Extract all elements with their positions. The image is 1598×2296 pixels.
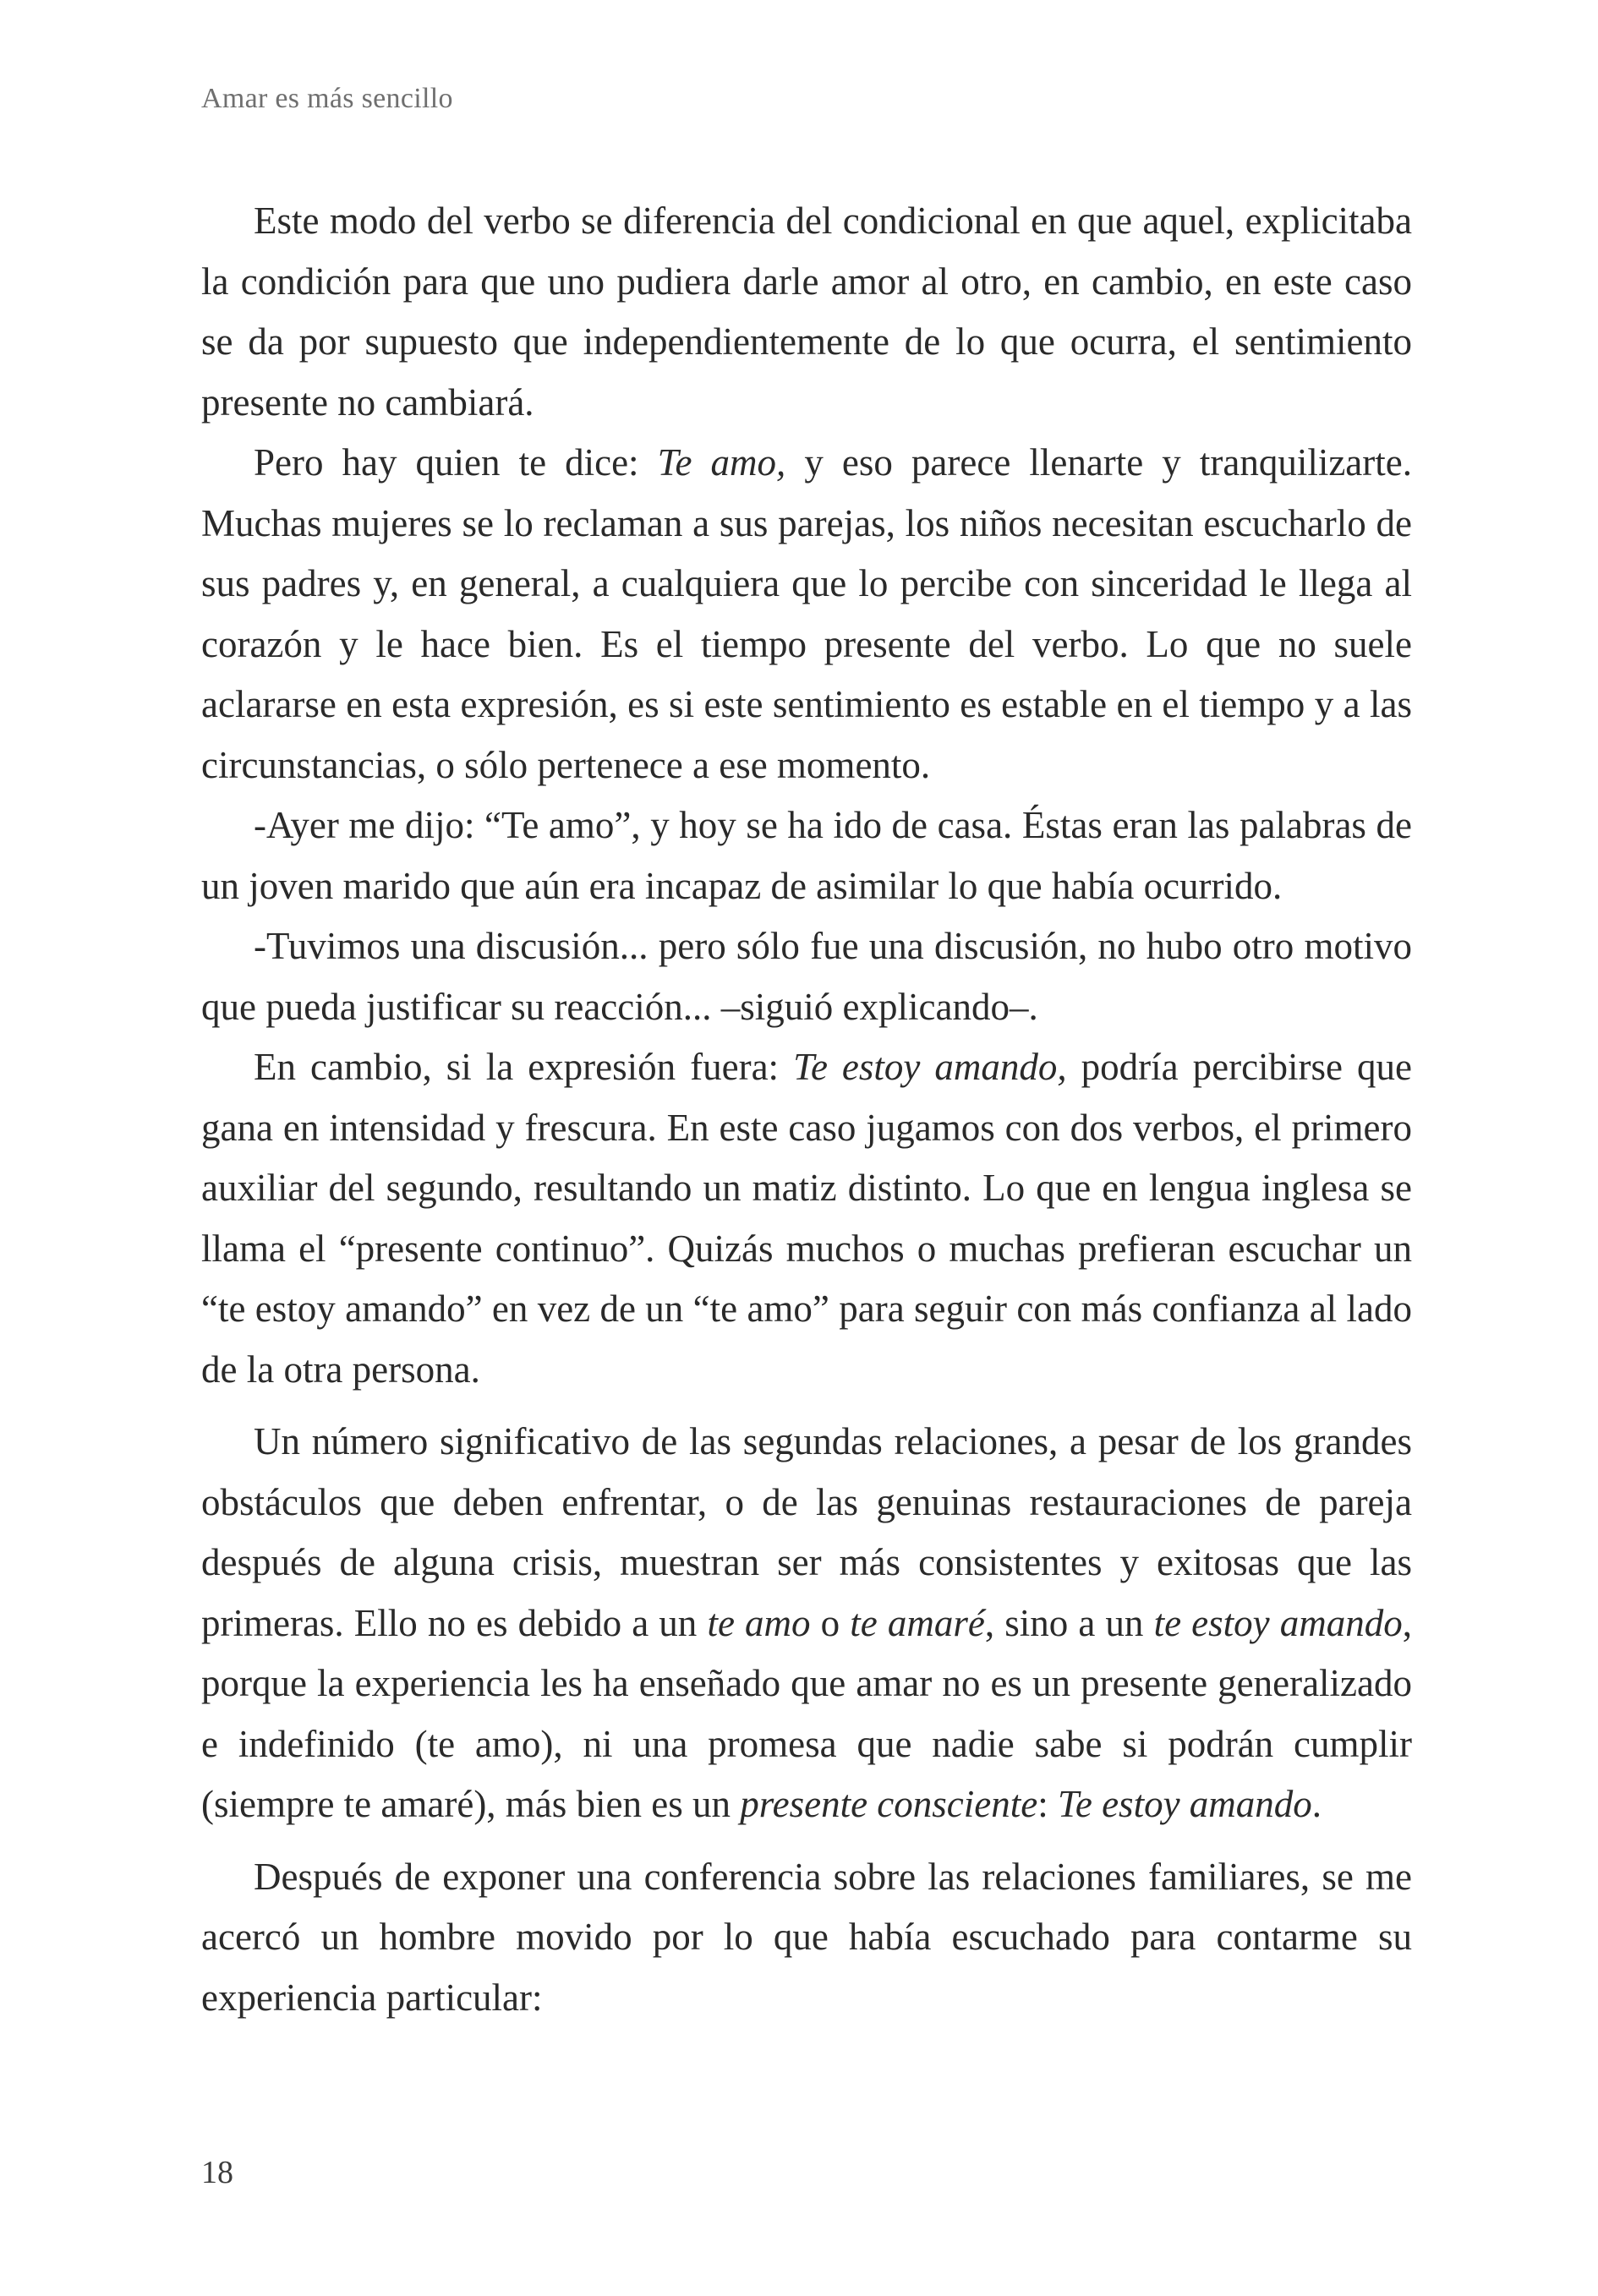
paragraph: [201, 916, 1412, 1037]
paragraph: [201, 433, 1412, 795]
italic-phrase: Te estoy amando: [1057, 1783, 1312, 1825]
paragraph-text: o: [810, 1601, 851, 1644]
paragraph-text: :: [1037, 1783, 1058, 1825]
paragraph: [201, 1412, 1412, 1835]
italic-phrase: Te estoy amando,: [793, 1046, 1067, 1088]
paragraph: [201, 1847, 1412, 2029]
paragraph-text: Un número significativo de las segundas relaciones, a pesar de los grandes obstáculos que deben enfrentar, o de las genuinas restauraciones de pareja después de alguna crisis, muestran ser más consistentes y exitosas que las primeras. Ello no es debido a un: [201, 1420, 1412, 1644]
italic-phrase: Te amo,: [657, 441, 786, 484]
paragraph: [201, 1037, 1412, 1400]
paragraph-text: Pero hay quien te dice:: [254, 441, 658, 484]
italic-phrase: te amaré: [850, 1601, 985, 1644]
paragraph-text: En cambio, si la expresión fuera:: [254, 1046, 794, 1088]
paragraph-text: , porque la experiencia les ha enseñado que amar no es un presente generalizado e indefinido (te amo), ni una promesa que nadie sabe si podrán cumplir (siempre te amaré), más bien es un: [201, 1601, 1412, 1825]
paragraph-text: -Tuvimos una discusión... pero sólo fue una discusión, no hubo otro motivo que pueda justificar su reacción... –siguió explicando–.: [201, 925, 1412, 1028]
running-head: Amar es más sencillo: [201, 83, 453, 114]
paragraph-text: podría percibirse que gana en intensidad y frescura. En este caso jugamos con dos verbos, el primero auxiliar del segundo, resultando un matiz distinto. Lo que en lengua inglesa se llama el “presente continuo”. Quizás muchos o muchas prefieran escuchar un “te estoy amando” en vez de un “te amo” para seguir con más confianza al lado de la otra persona.: [201, 1046, 1413, 1391]
paragraph-text: Este modo del verbo se diferencia del condicional en que aquel, explicitaba la condición para que uno pudiera darle amor al otro, en cambio, en este caso se da por supuesto que independientemente de lo que ocurra, el sentimiento presente no cambiará.: [201, 200, 1412, 424]
paragraph-text: y eso parece llenarte y tranquilizarte. Muchas mujeres se lo reclaman a sus parejas, los niños necesitan escucharlo de sus padres y, en general, a cualquiera que lo percibe con sinceridad le llega al corazón y le hace bien. Es el tiempo presente del verbo. Lo que no suele aclararse en esta expresión, es si este sentimiento es estable en el tiempo y a las circunstancias, o sólo pertenece a ese momento.: [201, 441, 1412, 786]
italic-phrase: te estoy amando: [1153, 1601, 1403, 1644]
paragraph-text: , sino a un: [984, 1601, 1154, 1644]
paragraph: [201, 191, 1412, 433]
paragraph: [201, 795, 1412, 916]
italic-phrase: presente consciente: [740, 1783, 1038, 1825]
italic-phrase: te amo: [707, 1601, 811, 1644]
body-text: [201, 191, 1412, 2028]
paragraph-text: -Ayer me dijo: “Te amo”, y hoy se ha ido de casa. Éstas eran las palabras de un joven marido que aún era incapaz de asimilar lo que había ocurrido.: [201, 804, 1412, 907]
paragraph-text: Después de exponer una conferencia sobre las relaciones familiares, se me acercó un hombre movido por lo que había escuchado para contarme su experiencia particular:: [201, 1855, 1412, 2019]
paragraph-text: .: [1311, 1783, 1322, 1825]
page-number: 18: [201, 2155, 233, 2190]
